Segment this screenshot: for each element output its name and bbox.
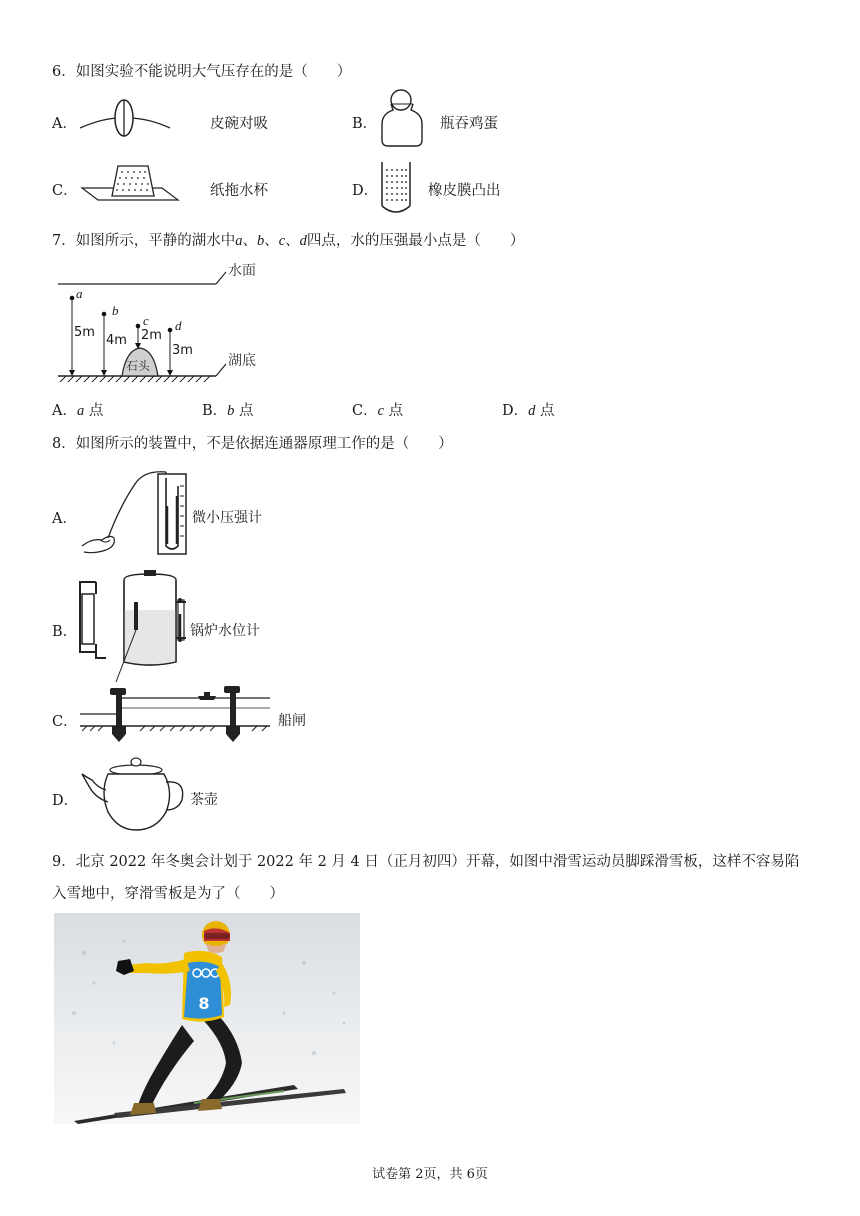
q6-option-b-letter: B． (352, 116, 378, 132)
q9-stem-line2: 入雪地中，穿滑雪板是为了（ ） (52, 886, 284, 902)
q6-option-a-letter: A． (52, 116, 77, 132)
bottle-egg-figure (378, 88, 428, 148)
q8-option-d-text: 茶壶 (190, 792, 218, 808)
page-footer: 试卷第 2页，共 6页 (372, 1167, 488, 1182)
q6-option-b-text: 瓶吞鸡蛋 (440, 116, 498, 132)
q6-option-d-letter: D． (352, 183, 379, 199)
q6-option-a-text: 皮碗对吸 (210, 116, 268, 132)
stone-label: 石头 (126, 359, 151, 373)
suction-cups-figure (78, 96, 173, 140)
ski-jumper-photo (54, 913, 360, 1124)
q6-option-d-text: 橡皮膜凸出 (428, 183, 501, 199)
q8-option-b-text: 锅炉水位计 (190, 623, 260, 639)
point-c-label: c (143, 313, 149, 328)
q7-option-c: C．c 点 (352, 403, 404, 419)
q6-option-c-letter: C． (52, 183, 78, 199)
q8-option-a-letter: A． (52, 511, 77, 527)
lake-bottom-label: 湖底 (228, 353, 256, 369)
q9-stem-line1: 9．北京 2022 年冬奥会计划于 2022 年 2 月 4 日（正月初四）开幕，如图中滑雪运动员脚踩滑雪板，这样不容易陷 (52, 854, 800, 870)
q8-option-d-letter: D． (52, 793, 79, 809)
q7-option-b: B．b 点 (202, 403, 254, 419)
q8-option-c-letter: C． (52, 714, 78, 730)
q8-option-a-text: 微小压强计 (192, 510, 262, 526)
q8-option-b-letter: B． (52, 624, 78, 640)
ship-lock-figure (80, 684, 275, 746)
q8-option-c-text: 船闸 (278, 713, 306, 729)
q7-stem: 7．如图所示，平静的湖水中a、b、c、d四点，水的压强最小点是（ ） (52, 233, 525, 249)
point-b-label: b (112, 303, 119, 318)
point-a-label: a (76, 286, 83, 301)
bib-number: 8 (198, 994, 210, 1013)
pressure-gauge-figure (80, 466, 190, 558)
q8-stem: 8．如图所示的装置中，不是依据连通器原理工作的是（ ） (52, 436, 453, 452)
rubber-membrane-figure (378, 160, 418, 216)
q7-option-d: D．d 点 (502, 403, 555, 419)
depth-a-label: 5m (74, 325, 95, 340)
depth-c-label: 2m (141, 328, 162, 343)
q6-option-c-text: 纸拖水杯 (210, 183, 268, 199)
water-surface-label: 水面 (228, 263, 256, 279)
teapot-figure (78, 752, 188, 832)
q6-stem: 6．如图实验不能说明大气压存在的是（ ） (52, 64, 352, 80)
depth-d-label: 3m (172, 343, 193, 358)
paper-cup-figure (80, 160, 185, 205)
boiler-gauge-figure (76, 570, 188, 685)
point-d-label: d (175, 318, 182, 333)
q7-option-a: A．a 点 (52, 403, 104, 419)
depth-b-label: 4m (106, 333, 127, 348)
